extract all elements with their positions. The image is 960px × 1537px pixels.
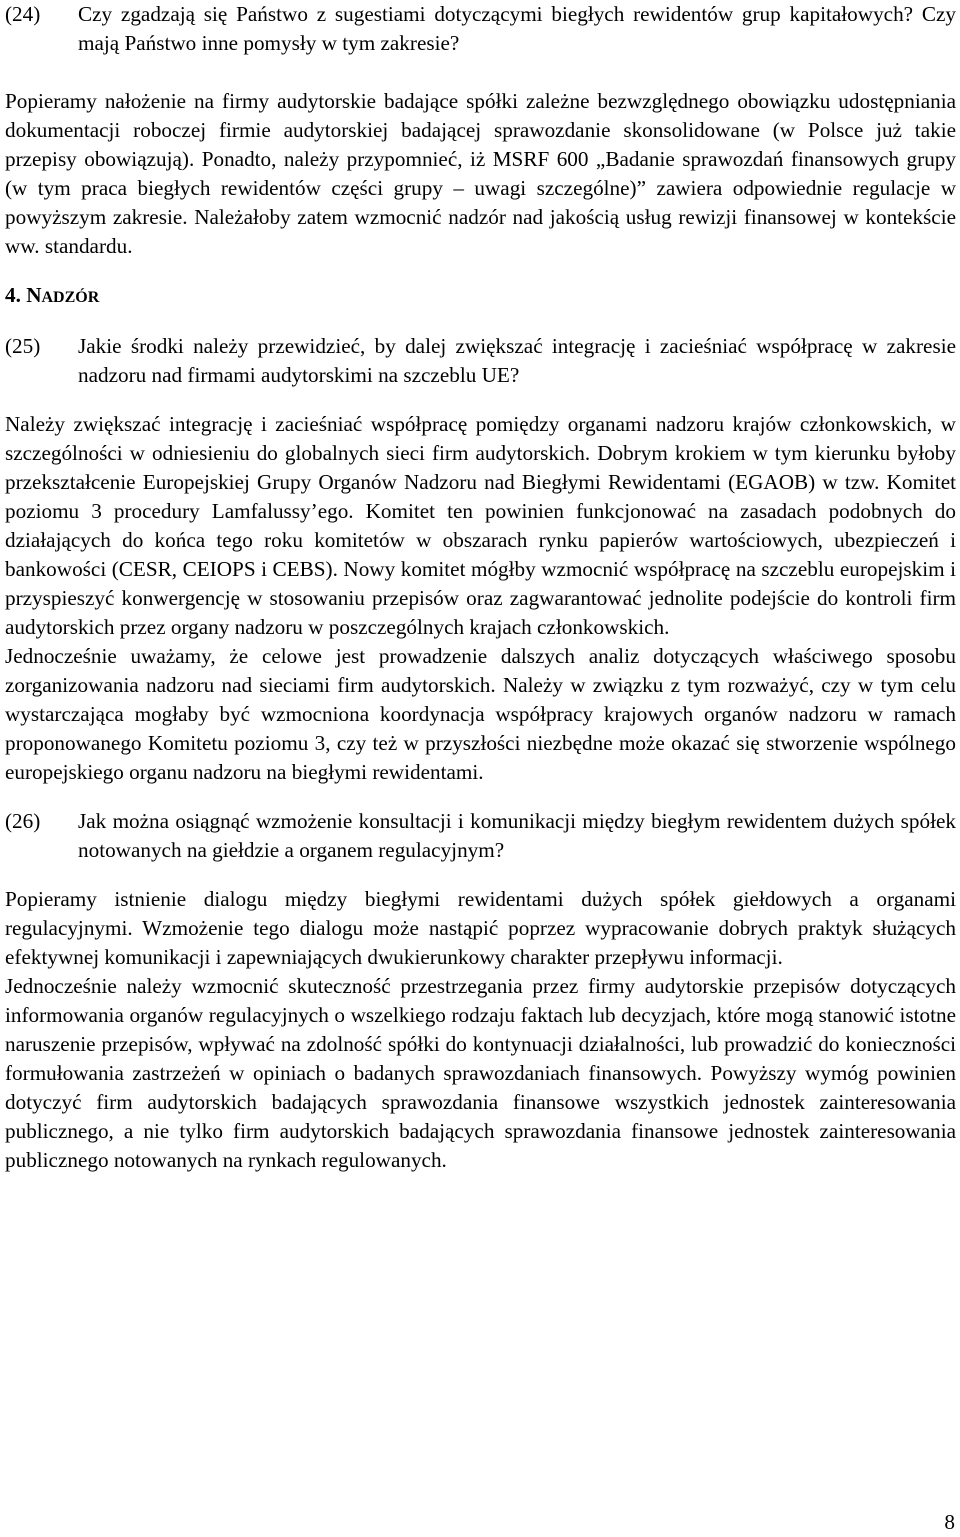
answer-26-paragraph-1: Popieramy istnienie dialogu między biegłymi rewidentami dużych spółek giełdowych a organami regulacyjnymi. Wzmożenie tego dialogu może nastąpić poprzez wypracowanie dobrych praktyk służących efektywnej komunikacji i zapewniających dwukierunkowy charakter przepływu informacji. [5,887,956,969]
section-title [26,283,99,307]
question-text: Jak można osiągnąć wzmożenie konsultacji i komunikacji między biegłym rewidentem dużych spółek notowanych na giełdzie a organem regulacyjnym? [78,809,956,862]
document-page [5,0,956,1175]
question-24 [5,0,956,58]
question-number: (25) [5,334,41,358]
answer-24-paragraph: Popieramy nałożenie na firmy audytorskie badające spółki zależne bezwzględnego obowiązku udostępniania dokumentacji roboczej firmie audytorskiej badającej sprawozdanie skonsolidowane (w Polsce już takie przepisy obowiązują). Ponadto, należy przypomnieć, iż MSRF 600 „Badanie sprawozdań finansowych grupy (w tym praca biegłych rewidentów części grupy – uwagi szczególne)” zawiera odpowiednie regulacje w powyższym zakresie. Należałoby zatem wzmocnić nadzór nad jakością usług rewizji finansowej w kontekście ww. standardu. [5,89,956,258]
section-heading [5,281,956,312]
section-title-initial: N [26,283,42,307]
question-number: (26) [5,809,41,833]
question-number: (24) [5,2,41,26]
answer-25-paragraph-2: Jednocześnie uważamy, że celowe jest prowadzenie dalszych analiz dotyczących właściwego sposobu zorganizowania nadzoru nad sieciami firm audytorskich. Należy w związku z tym rozważyć, czy w tym celu wystarczająca mogłaby być wzmocniona koordynacja współpracy krajowych organów nadzoru w ramach proponowanego Komitetu poziomu 3, czy też w przyszłości niezbędne może okazać się stworzenie wspólnego europejskiego organu nadzoru na biegłymi rewidentami. [5,644,956,784]
answer-26-paragraph-2: Jednocześnie należy wzmocnić skuteczność przestrzegania przez firmy audytorskie przepisów dotyczących informowania organów regulacyjnych o wszelkiego rodzaju faktach lub decyzjach, które mogą stanowić istotne naruszenie przepisów, wpływać na zdolność spółki do kontynuacji działalności, lub prowadzić do konieczności formułowania zastrzeżeń w opiniach o badanych sprawozdaniach finansowych. Powyższy wymóg powinien dotyczyć firm audytorskich badających sprawozdania finansowe wszystkich jednostek zainteresowania publicznego, a nie tylko firm audytorskich badających sprawozdania finansowe jednostek zainteresowania publicznego notowanych na rynkach regulowanych. [5,974,956,1172]
page-number: 8 [944,1510,955,1534]
answer-25-paragraph-1: Należy zwiększać integrację i zacieśniać współpracę pomiędzy organami nadzoru krajów członkowskich, w szczególności w odniesieniu do globalnych sieci firm audytorskich. Dobrym krokiem w tym kierunku byłoby przekształcenie Europejskiej Grupy Organów Nadzoru nad Biegłymi Rewidentami (EGAOB) w tzw. Komitet poziomu 3 procedury Lamfalussy’ego. Komitet ten powinien funkcjonować na zasadach podobnych do działających do końca tego roku komitetów w obszarach rynku papierów wartościowych, ubezpieczeń i bankowości (CESR, CEIOPS i CEBS). Nowy komitet mógłby wzmocnić współpracę na szczeblu europejskim i przyspieszyć konwergencję w stosowaniu przepisów oraz zagwarantować jednolite podejście do kontroli firm audytorskich przez organy nadzoru w poszczególnych krajach członkowskich. [5,412,956,639]
section-title-rest: ADZÓR [41,289,100,306]
section-number: 4. [5,283,21,307]
question-text: Jakie środki należy przewidzieć, by dalej zwiększać integrację i zacieśniać współpracę w zakresie nadzoru nad firmami audytorskimi na szczeblu UE? [78,334,956,387]
question-text: Czy zgadzają się Państwo z sugestiami dotyczącymi biegłych rewidentów grup kapitałowych? Czy mają Państwo inne pomysły w tym zakresie? [78,2,956,55]
question-25 [5,332,956,390]
question-26 [5,807,956,865]
